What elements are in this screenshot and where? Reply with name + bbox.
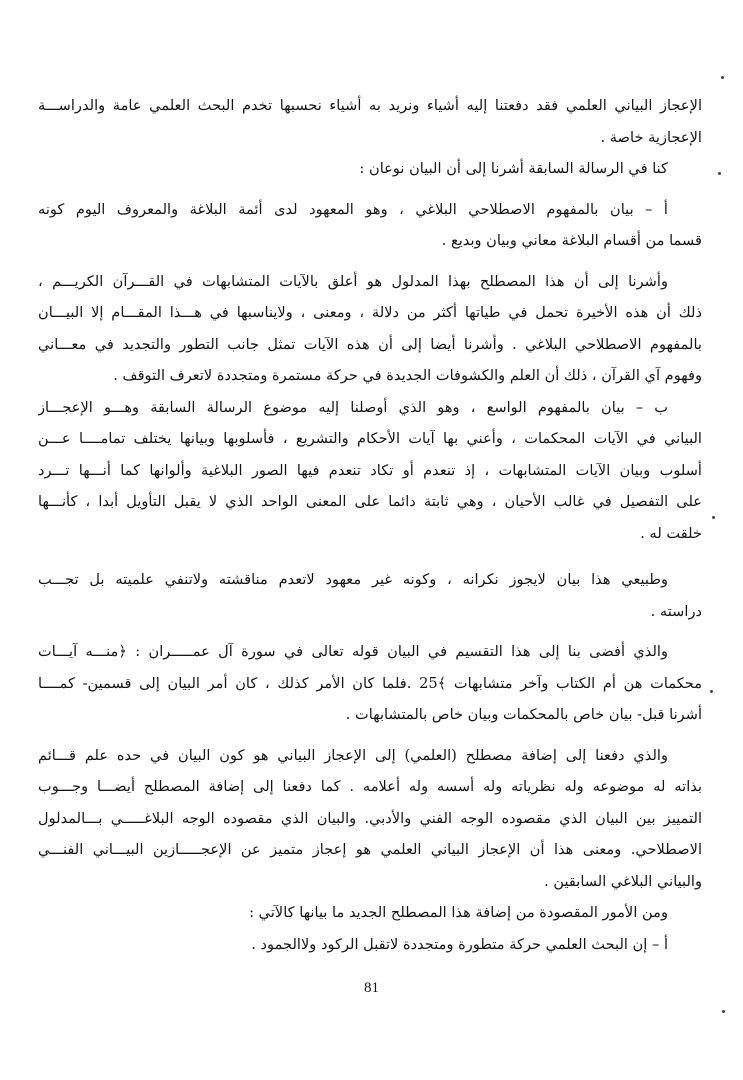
text-line: أسلوب وبيان الآيات المتشابهات ، إذ تنعدم أو تكاد تنعدم فيها الصور البلاغية وألوانها كما أنـــها تـــرد [38, 461, 702, 479]
scan-speck [718, 172, 721, 175]
text-line: البياني في الآيات المحكمات ، وأعني بها آيات الأحكام والتشريع ، فأسلوبها وبيانها يختلف تمامــــا عـــن [38, 430, 702, 447]
page-number: 81 [364, 980, 379, 996]
paragraph-division [38, 636, 702, 731]
text-line: وأشرنا إلى أن هذا المصطلح بهذا المدلول هو أعلق بالآيات المتشابهات في القـــرآن الكريـــم ، [38, 272, 668, 290]
text-line: قسما من أقسام البلاغة معاني وبيان وبديع . [441, 232, 702, 249]
text-line: ومن الأمور المقصودة من إضافة هذا المصطلح الجديد ما بيانها كالآتي : [249, 904, 668, 921]
text-line: أشرنا قبل- بيان خاص بالمحكمات وبيان خاص بالمتشابهات . [345, 706, 702, 723]
text-line: محكمات هن أم الكتاب وآخر متشابهات ﴾25 .فلما كان الأمر كذلك ، كان أمر البيان إلى قسمين- كمــــا [38, 674, 702, 692]
paragraph-type-b [38, 392, 702, 550]
paragraph-aims [38, 897, 702, 929]
text-line: خلقت له . [640, 524, 702, 542]
paragraph-natural [38, 564, 702, 627]
text-line: التمييز بين البيان الذي مقصوده الوجه الفني والأدبي. والبيان الذي مقصوده الوجه البلاغـــــي بـــالمدلول [38, 809, 702, 827]
paragraph-aim-a [38, 929, 702, 961]
text-line: على التفصيل في غالب الأحيان ، وهي ثابتة دائما على المعنى الواحد الذي لا يقبل التأويل أبدا ، كأنـــها [38, 493, 702, 510]
text-line: والذي دفعنا إلى إضافة مصطلح (العلمي) إلى الإعجاز البياني هو كون البيان في حده علم قـــائم [38, 746, 668, 764]
scan-speck [721, 76, 724, 79]
page-body [38, 90, 702, 960]
text-line: الإعجازية خاصة . [600, 128, 702, 146]
text-line: وطبيعي هذا بيان لايجوز نكرانه ، وكونه غير معهود لاتعدم مناقشته ولاتنفي علميته بل تجـــب [38, 571, 668, 588]
text-line: والبياني البلاغي السابقين . [544, 872, 702, 890]
text-line: والذي أفضى بنا إلى هذا التقسيم في البيان قوله تعالى في سورة آل عمـــــران : ﴿منـــه آيـــات [38, 643, 668, 660]
paragraph-type-a [38, 194, 702, 257]
text-line: أ – إن البحث العلمي حركة متطورة ومتجددة لاتقبل الركود ولاالجمود . [251, 935, 668, 953]
scan-speck [710, 690, 713, 693]
text-line: دراسته . [650, 602, 702, 620]
text-line: كنا في الرسالة السابقة أشرنا إلى أن البيان نوعان : [359, 160, 668, 177]
paragraph-mutashabihat [38, 266, 702, 392]
scan-speck [712, 516, 715, 519]
text-line: الإعجاز البياني العلمي فقد دفعتنا إليه أشياء ونريد به أشياء نحسبها تخدم البحث العلمي عامة والدراســـة [38, 97, 702, 114]
text-line: أ – بيان بالمفهوم الاصطلاحي البلاغي ، وهو المعهود لدى أئمة البلاغة والمعروف اليوم كونه [38, 200, 668, 218]
text-line: الاصطلاحي. ومعنى هذا أن الإعجاز البياني العلمي هو إعجاز متميز عن الإعجـــــازين البيـــاني الفنـــي [38, 841, 702, 858]
text-line: بذاته له موضوعه وله نظرياته وله أسسه وله أعلامه . كما دفعنا إلى إضافة المصطلح أيضـــا وجـــوب [38, 778, 702, 795]
text-line: وفهوم آي القرآن ، ذلك أن العلم والكشوفات الجديدة في حركة مستمرة ومتجددة لاتعرف التوقف . [113, 367, 702, 384]
paragraph-earlier [38, 153, 702, 185]
text-line: ب – بيان بالمفهوم الواسع ، وهو الذي أوصلنا إليه موضوع الرسالة السابقة وهـــو الإعجـــاز [38, 398, 668, 416]
paragraph-intro [38, 90, 702, 153]
text-line: بالمفهوم الاصطلاحي البلاغي . وأشرنا أيضا إلى أن هذه الآيات تمثل جانب التطور والتجديد في معـــاني [38, 335, 702, 353]
paragraph-scientific [38, 740, 702, 898]
text-line: ذلك أن هذه الأخيرة تحمل في طياتها أكثر من دلالة ، ومعنى ، ولايناسبها في هـــذا المقـــام إلا البيـــان [38, 304, 702, 321]
scan-speck [722, 1010, 725, 1013]
